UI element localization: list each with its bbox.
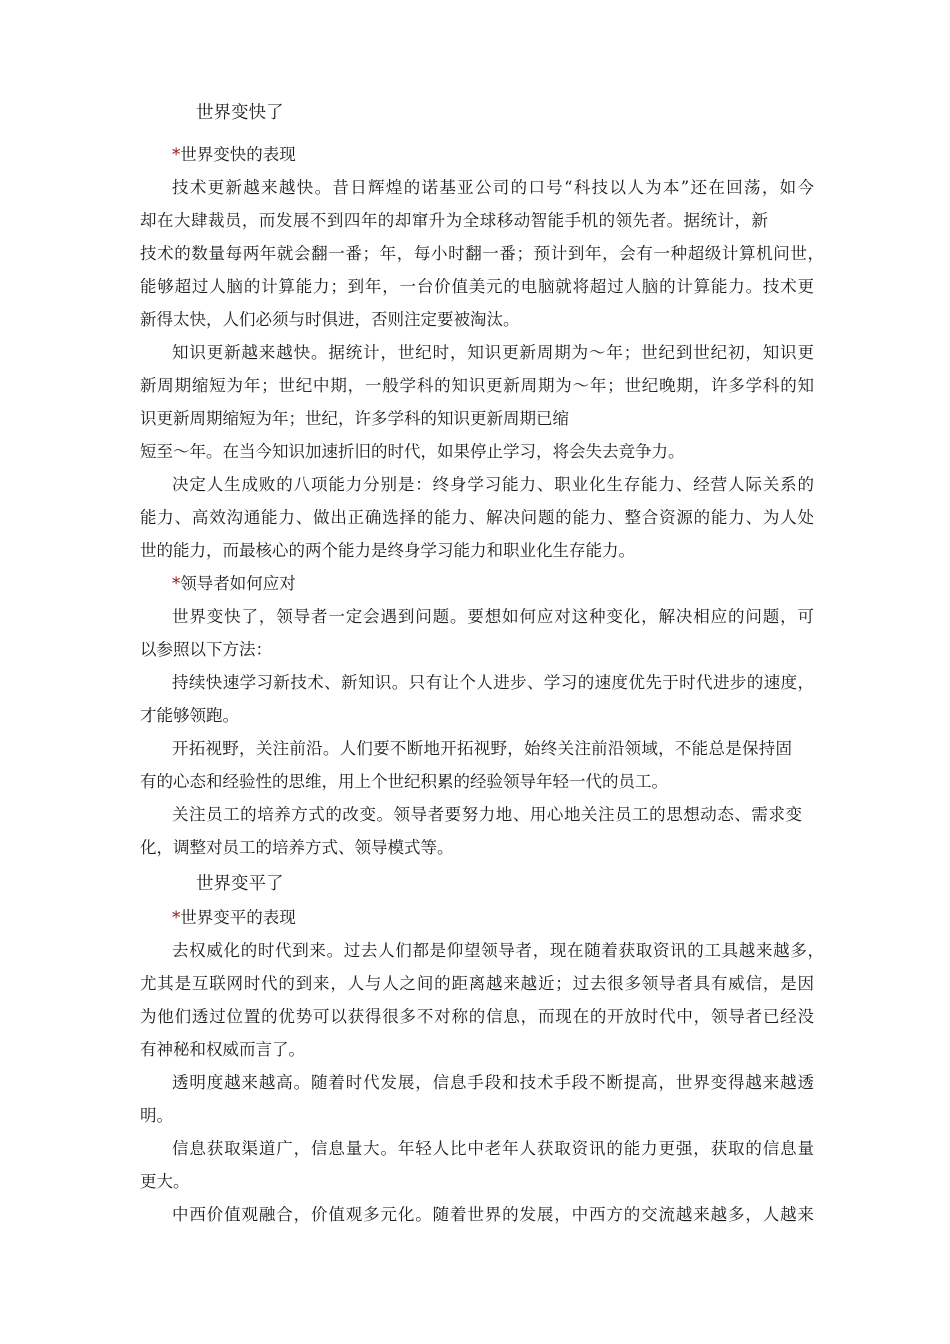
paragraph-line: 世的能力，而最核心的两个能力是终身学习能力和职业化生存能力。 xyxy=(140,541,635,560)
paragraph-line: 透明度越来越高。随着时代发展，信息手段和技术手段不断提高，世界变得越来越透 xyxy=(172,1073,814,1092)
paragraph-line: 中西价值观融合，价值观多元化。随着世界的发展，中西方的交流越来越多，人越来 xyxy=(172,1205,814,1224)
paragraph-line: 短至～年。在当今知识加速折旧的时代，如果停止学习，将会失去竞争力。 xyxy=(140,442,685,461)
paragraph-line: 化，调整对员工的培养方式、领导模式等。 xyxy=(140,838,454,857)
paragraph-line: 知识更新越来越快。据统计，世纪时，知识更新周期为～年；世纪到世纪初，知识更 xyxy=(172,343,814,362)
paragraph-line: 能力、高效沟通能力、做出正确选择的能力、解决问题的能力、整合资源的能力、为人处 xyxy=(140,508,814,527)
paragraph-line: 有神秘和权威而言了。 xyxy=(140,1040,305,1059)
bullet-marker: * xyxy=(172,908,181,927)
section-heading: 世界变快了 xyxy=(196,103,284,123)
subsection-heading xyxy=(172,573,296,595)
paragraph-line: 能够超过人脑的计算能力；到年，一台价值美元的电脑就将超过人脑的计算能力。技术更 xyxy=(140,277,814,296)
paragraph-line: 决定人生成败的八项能力分别是：终身学习能力、职业化生存能力、经营人际关系的 xyxy=(172,475,814,494)
subsection-title: 世界变快的表现 xyxy=(180,145,296,164)
paragraph-line: 关注员工的培养方式的改变。领导者要努力地、用心地关注员工的思想动态、需求变 xyxy=(172,805,802,824)
paragraph-line: 识更新周期缩短为年；世纪，许多学科的知识更新周期已缩 xyxy=(140,409,569,428)
paragraph-line: 却在大肆裁员，而发展不到四年的却窜升为全球移动智能手机的领先者。据统计，新 xyxy=(140,211,768,230)
paragraph-line: 去权威化的时代到来。过去人们都是仰望领导者，现在随着获取资讯的工具越来越多， xyxy=(172,941,824,960)
bullet-marker: * xyxy=(172,145,181,164)
paragraph-line: 才能够领跑。 xyxy=(140,706,239,725)
paragraph-line: 有的心态和经验性的思维，用上个世纪积累的经验领导年轻一代的员工。 xyxy=(140,772,668,791)
subsection-title: 领导者如何应对 xyxy=(180,574,296,593)
paragraph-line: 信息获取渠道广，信息量大。年轻人比中老年人获取资讯的能力更强，获取的信息量 xyxy=(172,1139,814,1158)
paragraph-line: 技术的数量每两年就会翻一番；年，每小时翻一番；预计到年，会有一种超级计算机问世， xyxy=(140,244,824,263)
paragraph-line: 世界变快了，领导者一定会遇到问题。要想如何应对这种变化，解决相应的问题，可 xyxy=(172,607,814,626)
paragraph-line: 明。 xyxy=(140,1106,173,1125)
paragraph-line: 开拓视野，关注前沿。人们要不断地开拓视野，始终关注前沿领域，不能总是保持固 xyxy=(172,739,792,758)
bullet-marker: * xyxy=(172,574,181,593)
paragraph-line: 技术更新越来越快。昔日辉煌的诺基亚公司的口号“科技以人为本”还在回荡，如今 xyxy=(172,178,814,197)
subsection-title: 世界变平的表现 xyxy=(180,908,296,927)
section-heading: 世界变平了 xyxy=(196,874,284,894)
subsection-heading xyxy=(172,144,296,166)
paragraph-line: 新得太快，人们必须与时俱进，否则注定要被淘汰。 xyxy=(140,310,520,329)
paragraph-line: 以参照以下方法： xyxy=(140,640,272,659)
subsection-heading xyxy=(172,907,296,929)
paragraph-line: 为他们透过位置的优势可以获得很多不对称的信息，而现在的开放时代中，领导者已经没 xyxy=(140,1007,814,1026)
paragraph-line: 尤其是互联网时代的到来，人与人之间的距离越来越近；过去很多领导者具有威信，是因 xyxy=(140,974,814,993)
paragraph-line: 持续快速学习新技术、新知识。只有让个人进步、学习的速度优先于时代进步的速度， xyxy=(172,673,814,692)
paragraph-line: 新周期缩短为年；世纪中期，一般学科的知识更新周期为～年；世纪晚期，许多学科的知 xyxy=(140,376,814,395)
paragraph-line: 更大。 xyxy=(140,1172,190,1191)
